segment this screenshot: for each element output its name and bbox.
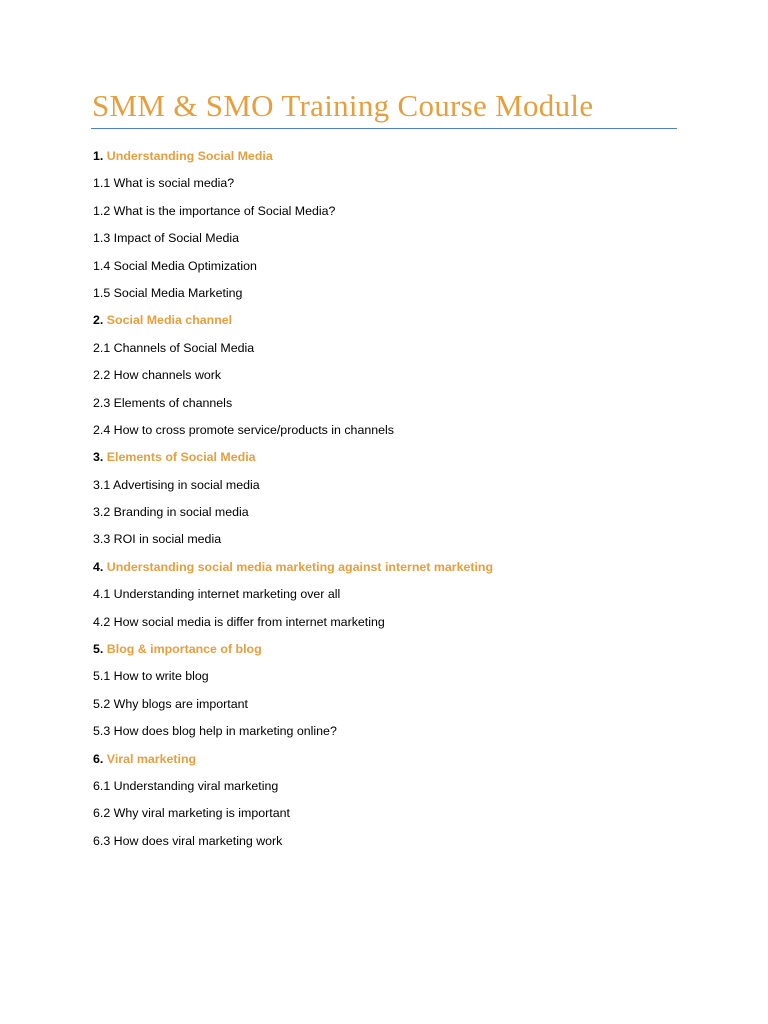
subtopic-item: 5.1 How to write blog bbox=[93, 669, 209, 684]
section-title: Blog & importance of blog bbox=[106, 642, 262, 657]
subtopic-item: 2.3 Elements of channels bbox=[93, 395, 233, 410]
subtopic-item: 3.1 Advertising in social media bbox=[93, 477, 260, 492]
section-number: 5. bbox=[93, 642, 104, 657]
subtopic-item: 2.2 How channels work bbox=[93, 368, 222, 383]
subtopic-item: 5.2 Why blogs are important bbox=[93, 696, 248, 711]
subtopic-item: 3.2 Branding in social media bbox=[93, 505, 249, 520]
subtopic-item: 1.2 What is the importance of Social Media? bbox=[93, 203, 336, 218]
subtopic-item: 6.3 How does viral marketing work bbox=[93, 833, 283, 848]
section-number: 4. bbox=[93, 559, 104, 574]
subtopic-item: 3.3 ROI in social media bbox=[93, 532, 222, 547]
subtopic-item: 6.2 Why viral marketing is important bbox=[93, 806, 290, 821]
subtopic-item: 2.4 How to cross promote service/products in channels bbox=[93, 422, 394, 437]
subtopic-item: 4.2 How social media is differ from internet marketing bbox=[93, 614, 385, 629]
section-title: Viral marketing bbox=[106, 751, 197, 766]
subtopic-item: 4.1 Understanding internet marketing over all bbox=[93, 587, 341, 602]
section-title: Social Media channel bbox=[106, 313, 233, 328]
title-underline-rule bbox=[91, 128, 677, 129]
section-title: Understanding Social Media bbox=[106, 149, 273, 163]
section-heading bbox=[93, 639, 493, 666]
subtopic-item: 1.3 Impact of Social Media bbox=[93, 231, 240, 246]
subtopic-item: 1.4 Social Media Optimization bbox=[93, 258, 257, 273]
subtopic-item: 1.1 What is social media? bbox=[93, 176, 235, 191]
section-number: 2. bbox=[93, 313, 104, 328]
subtopic-item: 5.3 How does blog help in marketing online? bbox=[93, 724, 337, 739]
subtopic-item: 6.1 Understanding viral marketing bbox=[93, 778, 279, 793]
section-title: Understanding social media marketing against internet marketing bbox=[106, 559, 494, 574]
subtopic-item: 2.1 Channels of Social Media bbox=[93, 340, 255, 355]
section-heading bbox=[93, 557, 493, 584]
subtopic-item: 1.5 Social Media Marketing bbox=[93, 285, 243, 300]
section-number: 6. bbox=[93, 751, 104, 766]
document-title: SMM & SMO Training Course Module bbox=[92, 88, 594, 123]
section-number: 3. bbox=[93, 450, 104, 465]
section-heading bbox=[93, 310, 493, 337]
section-title: Elements of Social Media bbox=[106, 450, 256, 465]
section-number: 1. bbox=[93, 149, 104, 163]
section-heading bbox=[93, 146, 493, 173]
course-outline bbox=[93, 146, 493, 858]
section-heading bbox=[93, 447, 493, 474]
section-heading bbox=[93, 749, 493, 776]
